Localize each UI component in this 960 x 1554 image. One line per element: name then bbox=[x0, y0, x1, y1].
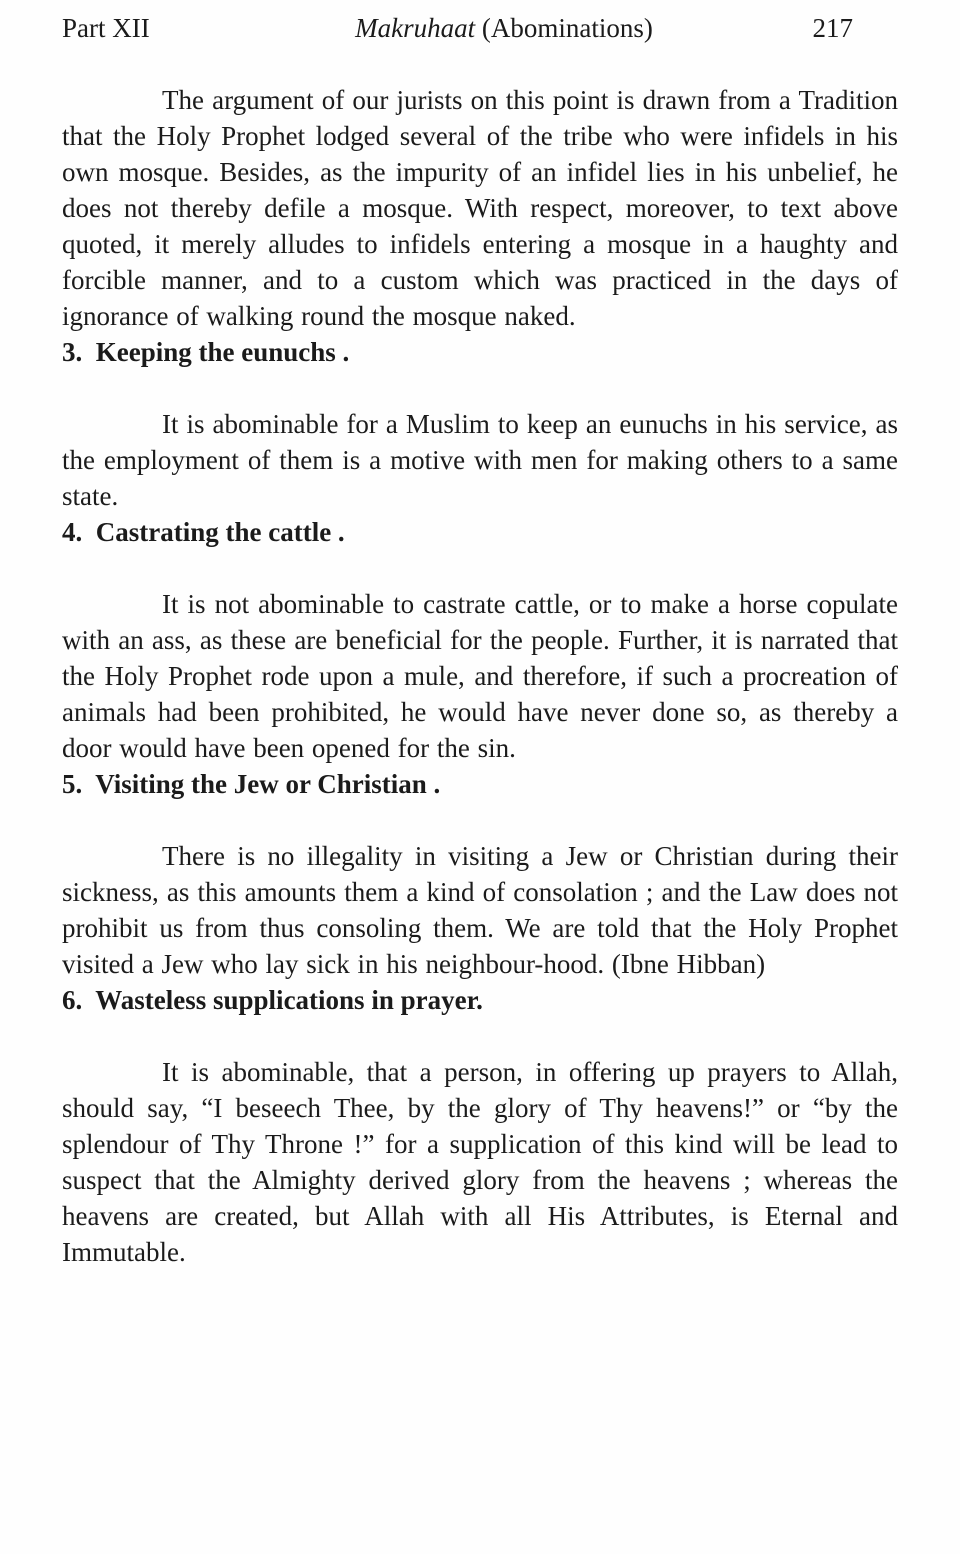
part-label: Part XII bbox=[62, 13, 150, 43]
paragraph-mosque-argument: The argument of our jurists on this point is drawn from a Tradition that the Holy Prophet lodged several of the tribe who were infidels in his own mosque. Besides, as the impurity of an infidel lies in his unbelief, he does not thereby defile a mosque. With respect, moreover, to text above quoted, it merely alludes to infidels entering a mosque in a haughty and forcible manner, and to a custom which was practiced in the days of ignorance of walking round the mosque naked. bbox=[62, 85, 898, 331]
heading-wasteless-supplications: 6. Wasteless supplications in prayer. bbox=[62, 985, 483, 1015]
heading-keeping-the-eunuchs: 3. Keeping the eunuchs . bbox=[62, 337, 350, 367]
chapter-title bbox=[355, 10, 653, 46]
paragraph-visiting: There is no illegality in visiting a Jew or Christian during their sickness, as this amounts them a kind of consolation ; and the Law does not prohibit us from thus consoling them. We are told that the Holy Prophet visited a Jew who lay sick in his neighbour-hood. (Ibne Hibban) bbox=[62, 841, 898, 979]
page-number: 217 bbox=[812, 13, 853, 43]
page-header bbox=[0, 10, 960, 46]
paragraph-supplications: It is abominable, that a person, in offering up prayers to Allah, should say, “I beseech Thee, by the glory of Thy heavens!” or “by the splendour of Thy Throne !” for a supplication of this kind will be lead to suspect that the Almighty derived glory from the heavens ; whereas the heavens are created, but Allah with all His Attributes, is Eternal and Immutable. bbox=[62, 1057, 898, 1267]
heading-visiting-jew-or-christian: 5. Visiting the Jew or Christian . bbox=[62, 769, 441, 799]
paragraph-eunuchs: It is abominable for a Muslim to keep an eunuchs in his service, as the employment of them is a motive with men for making others to a same state. bbox=[62, 409, 898, 511]
chapter-title-rest: (Abominations) bbox=[475, 13, 653, 43]
chapter-title-italic: Makruhaat bbox=[355, 13, 476, 43]
page-content bbox=[62, 82, 898, 1270]
heading-castrating-the-cattle: 4. Castrating the cattle . bbox=[62, 517, 345, 547]
paragraph-cattle: It is not abominable to castrate cattle, or to make a horse copulate with an ass, as these are beneficial for the people. Further, it is narrated that the Holy Prophet rode upon a mule, and therefore, if such a procreation of animals had been prohibited, he would have never done so, as thereby a door would have been opened for the sin. bbox=[62, 589, 898, 763]
